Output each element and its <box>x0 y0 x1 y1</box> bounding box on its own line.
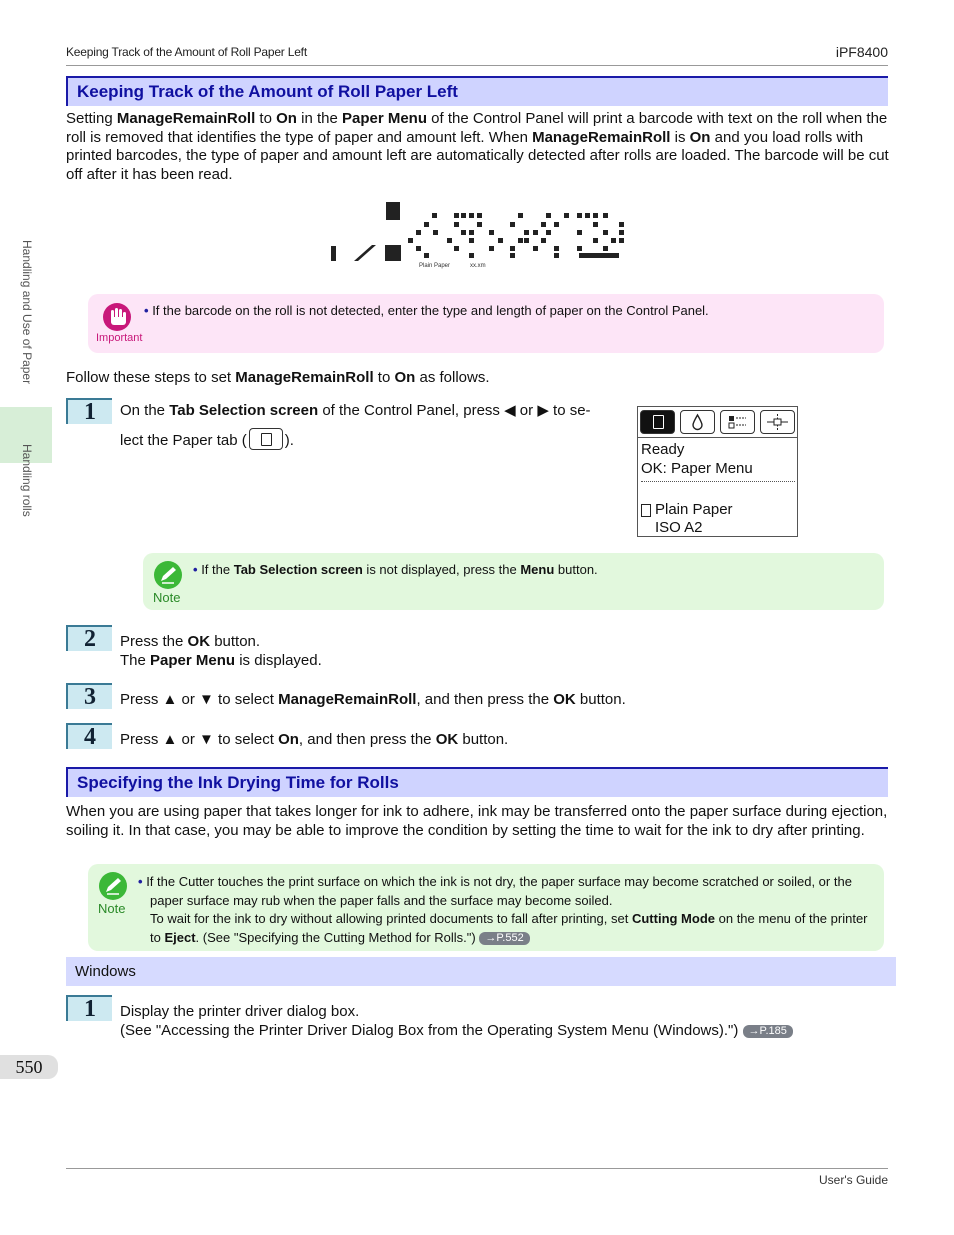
paper-icon <box>653 415 664 429</box>
xref-link-p552[interactable]: →P.552 <box>479 932 529 945</box>
note-label: Note <box>98 901 126 916</box>
panel-tab-paper <box>640 410 675 434</box>
step-number-2: 2 <box>66 625 112 651</box>
paper-tab-icon <box>249 428 283 450</box>
panel-tab-job <box>720 410 755 434</box>
side-chapter-label: Handling and Use of Paper <box>20 240 34 385</box>
windows-step-1-text: Display the printer driver dialog box. (See "Accessing the Printer Driver Dialog Box from the Operating System Menu (Windows).") →P.185 <box>120 1003 793 1040</box>
note-2-text: • If the Cutter touches the print surface on which the ink is not dry, the paper surface may become scratched or soiled, or the paper surface may rub when the paper falls and the surface may become soiled. To wait for the ink to dry without allowing printed documents to fall after printing, set Cutting Mode on the menu of the printer to Eject. (See "Specifying the Cutting Method for Rolls.") →P.552 <box>138 874 868 945</box>
footer-rule <box>66 1168 888 1169</box>
page-number: 550 <box>0 1055 58 1079</box>
note-pencil-icon <box>98 871 128 901</box>
important-label: Important <box>96 332 143 344</box>
step-1-text-line2: lect the Paper tab ( ). <box>120 428 294 451</box>
barcode-illustration <box>328 198 628 270</box>
note-1-text: • If the Tab Selection screen is not displayed, press the Menu button. <box>193 562 598 577</box>
panel-tab-settings <box>760 410 795 434</box>
job-list-icon <box>721 411 754 433</box>
settings-icon <box>761 411 794 433</box>
section-heading-roll-paper-left <box>66 76 888 106</box>
panel-media-type: Plain Paper <box>655 501 733 518</box>
xref-link-p185[interactable]: →P.185 <box>743 1025 793 1038</box>
panel-tab-bar <box>638 407 797 438</box>
panel-paper-icon <box>641 504 651 517</box>
intro-paragraph: Setting ManageRemainRoll to On in the Paper Menu of the Control Panel will print a barcode with text on the roll when the roll is removed that identifies the type of paper and amount left. When ManageRemainRoll is On and you load rolls with printed barcodes, the type of paper and amount left are automatically detected after rolls are loaded. The barcode will be cut off after it has been read. <box>66 110 889 183</box>
running-header-title: Keeping Track of the Amount of Roll Paper Left <box>66 45 307 59</box>
panel-status-ready: Ready <box>641 441 685 458</box>
note-callout-2 <box>88 864 884 951</box>
panel-tab-ink <box>680 410 715 434</box>
note-label: Note <box>153 590 181 605</box>
important-hand-icon <box>102 302 132 332</box>
control-panel-screen <box>637 406 798 537</box>
panel-divider <box>641 481 795 482</box>
note-pencil-icon <box>153 560 183 590</box>
step-1-text: On the Tab Selection screen of the Control Panel, press ◀ or ▶ to se- <box>120 402 591 419</box>
panel-paper-size: ISO A2 <box>655 519 703 536</box>
section-heading-ink-drying <box>66 767 888 797</box>
section-title: Keeping Track of the Amount of Roll Paper Left <box>77 82 458 101</box>
step-3-text: Press ▲ or ▼ to select ManageRemainRoll, and then press the OK button. <box>120 691 626 708</box>
right-arrow-icon: ▶ <box>537 402 549 419</box>
step-2-text: Press the OK button. The Paper Menu is displayed. <box>120 633 322 669</box>
windows-label: Windows <box>75 963 136 980</box>
barcode-amount-label: xx.xm <box>470 263 486 269</box>
side-section-label: Handling rolls <box>20 444 34 517</box>
important-callout <box>88 294 884 353</box>
panel-ok-paper-menu: OK: Paper Menu <box>641 460 753 477</box>
header-rule <box>66 65 888 66</box>
barcode-paper-label: Plain Paper <box>419 263 451 269</box>
step-number-1: 1 <box>66 398 112 424</box>
note-callout-1 <box>143 553 884 610</box>
important-text: • If the barcode on the roll is not detected, enter the type and length of paper on the Control Panel. <box>144 303 709 318</box>
ink-drying-intro: When you are using paper that takes longer for ink to adhere, ink may be transferred onto the paper surface during ejection, soiling it. In that case, you may be able to improve the condition by setting the time to wait for the ink to dry after printing. <box>66 803 888 839</box>
step-number-3: 3 <box>66 683 112 709</box>
model-name: iPF8400 <box>835 44 888 60</box>
follow-steps-paragraph: Follow these steps to set ManageRemainRoll to On as follows. <box>66 369 490 386</box>
step-number-4: 4 <box>66 723 112 749</box>
windows-subheading <box>66 957 896 986</box>
footer-users-guide: User's Guide <box>819 1173 888 1187</box>
ink-drop-icon <box>681 411 714 433</box>
section-title: Specifying the Ink Drying Time for Rolls <box>77 773 399 792</box>
step-4-text: Press ▲ or ▼ to select On, and then press the OK button. <box>120 731 509 748</box>
step-number-1-windows: 1 <box>66 995 112 1021</box>
left-arrow-icon: ◀ <box>504 402 516 419</box>
